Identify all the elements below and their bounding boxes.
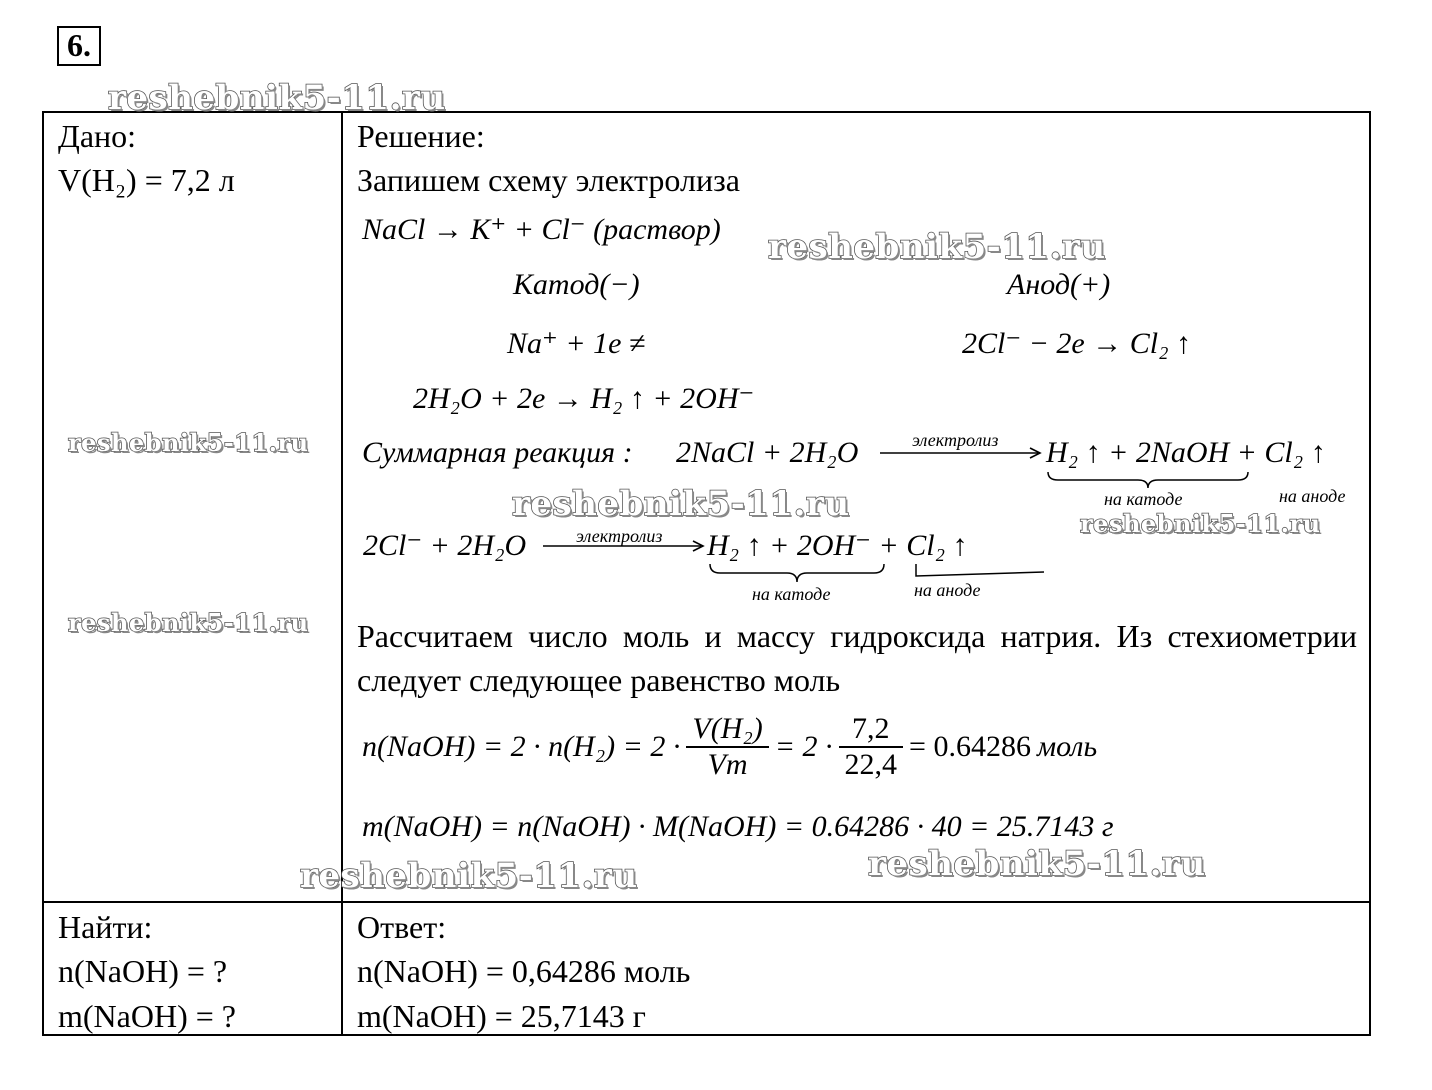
anode-equation: 2Cl⁻ − 2e → Cl₂ ↑ bbox=[962, 327, 1192, 360]
summary-at-anode: на аноде bbox=[1279, 486, 1346, 506]
watermark: reshebnik5-11.ru bbox=[68, 428, 309, 457]
ionic-at-cathode: на катоде bbox=[752, 584, 831, 604]
given-volume: V(H₂) = 7,2 л bbox=[58, 162, 235, 198]
summary-right: H₂ ↑ + 2NaOH + Cl₂ ↑ bbox=[1046, 436, 1326, 469]
mass-formula-expression: m(NaOH) = n(NaOH) · M(NaOH) = 0.64286 · 40 = 25.7143 bbox=[362, 810, 1095, 843]
ionic-arrow bbox=[543, 539, 708, 553]
watermark: reshebnik5-11.ru bbox=[68, 608, 309, 637]
cathode-brace bbox=[1046, 470, 1250, 490]
find-mass: m(NaOH) = ? bbox=[58, 998, 236, 1034]
find-header: Найти: bbox=[58, 909, 153, 945]
problem-number: 6. bbox=[57, 26, 101, 66]
watermark: reshebnik5-11.ru bbox=[108, 78, 446, 118]
moles-formula-left: n(NaOH) = 2 · n(H₂) = 2 · bbox=[362, 730, 681, 763]
numeric-fraction-denominator: 22,4 bbox=[844, 748, 898, 781]
solution-header: Решение: bbox=[357, 118, 485, 154]
anode-label: Анод(+) bbox=[1007, 268, 1111, 301]
summary-label: Суммарная реакция : bbox=[362, 436, 633, 469]
find-moles: n(NaOH) = ? bbox=[58, 953, 228, 989]
numeric-fraction-numerator: 7,2 bbox=[839, 712, 904, 748]
cathode-equation-2: 2H₂O + 2e → H₂ ↑ + 2OH⁻ bbox=[413, 382, 755, 415]
column-divider bbox=[341, 111, 343, 1036]
numeric-fraction bbox=[839, 712, 904, 782]
watermark: reshebnik5-11.ru bbox=[1080, 509, 1321, 538]
moles-result: = 0.64286 bbox=[909, 730, 1031, 763]
answer-moles: n(NaOH) = 0,64286 моль bbox=[357, 953, 691, 989]
moles-unit: моль bbox=[1036, 730, 1098, 763]
dissociation-equation: NaCl → K⁺ + Cl⁻ (раствор) bbox=[362, 213, 721, 246]
moles-formula-mid: = 2 · bbox=[774, 730, 833, 763]
summary-arrow-label: электролиз bbox=[912, 430, 999, 450]
solution-intro: Запишем схему электролиза bbox=[357, 162, 740, 198]
answer-header: Ответ: bbox=[357, 909, 447, 945]
cathode-label: Катод(−) bbox=[513, 268, 640, 301]
watermark: reshebnik5-11.ru bbox=[868, 844, 1206, 884]
ionic-arrow-label: электролиз bbox=[576, 526, 663, 546]
ionic-cathode-brace bbox=[708, 562, 886, 584]
watermark: reshebnik5-11.ru bbox=[300, 856, 638, 896]
answer-mass: m(NaOH) = 25,7143 г bbox=[357, 998, 646, 1034]
volume-fraction-numerator: V(H₂) bbox=[686, 712, 768, 748]
cathode-equation-1: Na⁺ + 1e ≠ bbox=[507, 327, 646, 360]
watermark: reshebnik5-11.ru bbox=[768, 227, 1106, 267]
given-header: Дано: bbox=[58, 118, 137, 154]
stoichiometry-paragraph: Рассчитаем число моль и массу гидроксида натрия. Из стехиометрии следует следующее равенство моль bbox=[357, 618, 1357, 698]
ionic-left: 2Cl⁻ + 2H₂O bbox=[363, 529, 527, 562]
watermark: reshebnik5-11.ru bbox=[512, 484, 850, 524]
volume-fraction bbox=[686, 712, 768, 782]
summary-left: 2NaCl + 2H₂O bbox=[676, 436, 859, 469]
ionic-right: H₂ ↑ + 2OH⁻ + Cl₂ ↑ bbox=[707, 529, 968, 562]
ionic-at-anode: на аноде bbox=[914, 580, 981, 600]
volume-fraction-denominator: Vm bbox=[707, 748, 748, 781]
summary-at-cathode: на катоде bbox=[1104, 489, 1183, 509]
row-divider bbox=[42, 901, 1371, 903]
moles-formula bbox=[362, 702, 1097, 792]
mass-unit: г bbox=[1101, 810, 1114, 843]
summary-arrow bbox=[880, 446, 1045, 460]
solution-table bbox=[42, 111, 1371, 1036]
mass-formula bbox=[362, 810, 1114, 844]
